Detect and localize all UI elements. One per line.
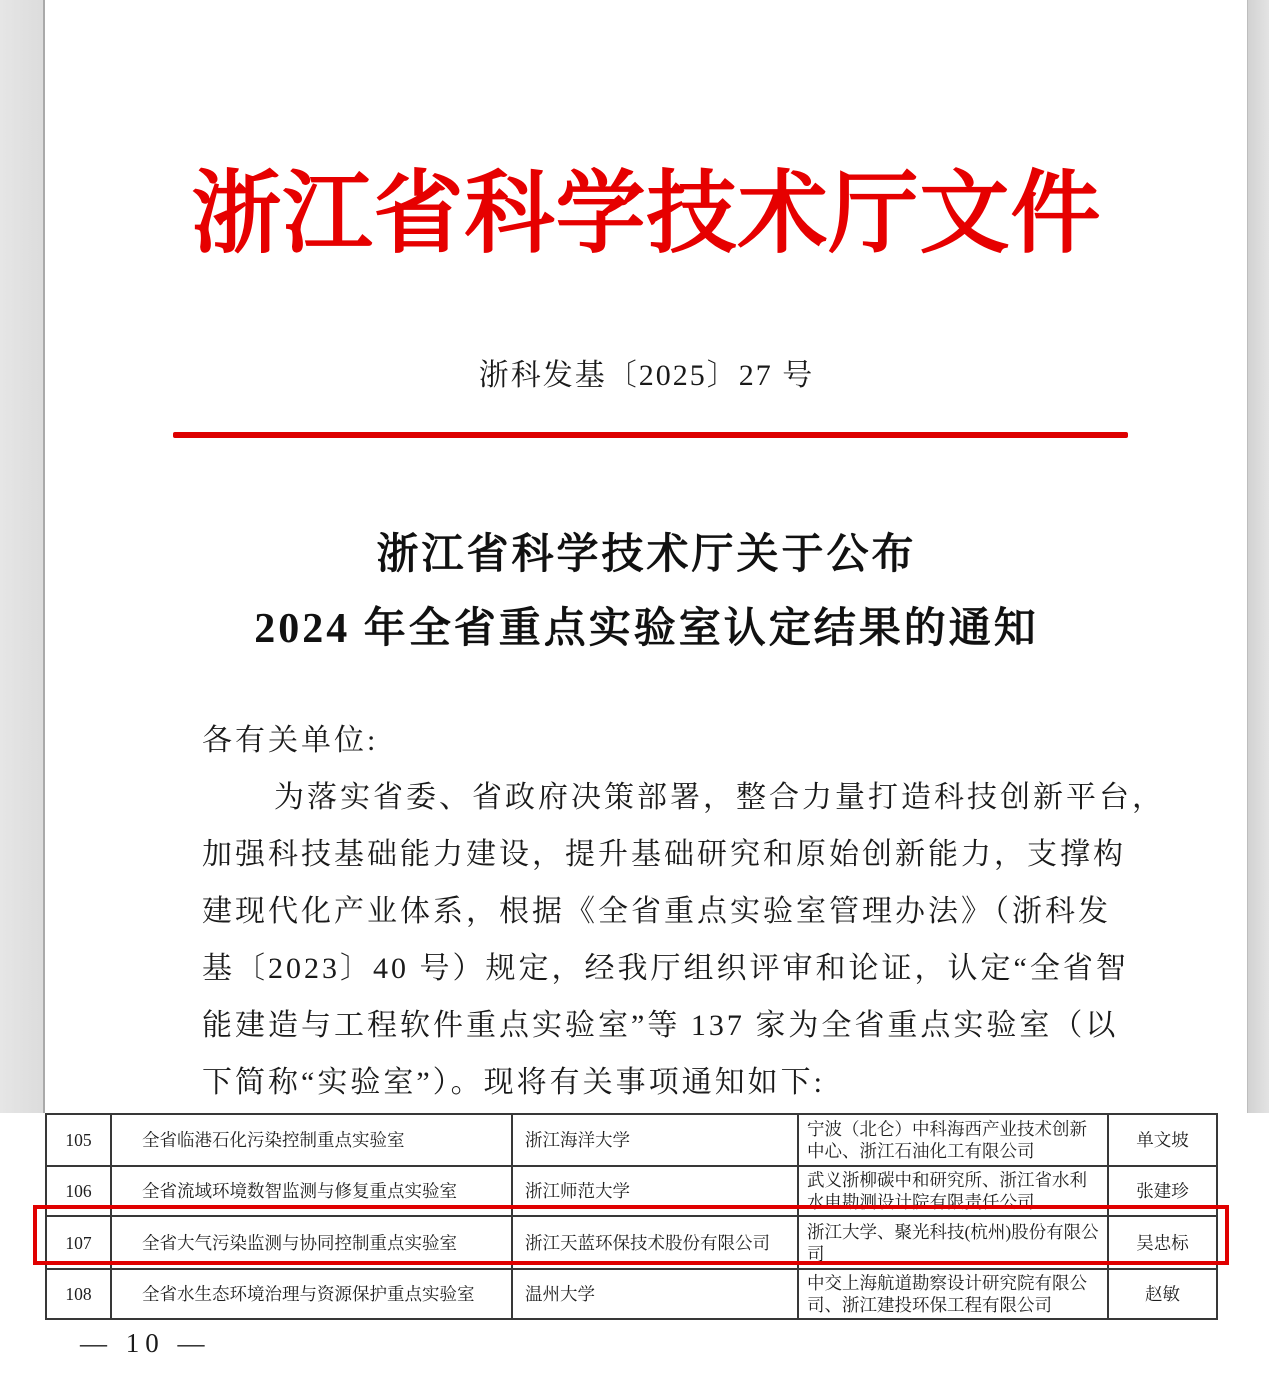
page-number: — 10 — [80,1328,211,1358]
cell-lab-name: 全省水生态环境治理与资源保护重点实验室 [111,1269,512,1319]
cell-institution: 浙江师范大学 [512,1166,798,1216]
lab-table [45,1113,1218,1320]
red-divider-rule [173,432,1128,438]
lab-table-section [0,1113,1269,1386]
body-line: 建现代化产业体系，根据《全省重点实验室管理办法》（浙科发 [202,895,1111,928]
cell-institution: 浙江天蓝环保技术股份有限公司 [512,1216,798,1269]
body-line: 能建造与工程软件重点实验室”等 137 家为全省重点实验室（以 [202,1009,1119,1042]
cell-partners: 浙江大学、聚光科技(杭州)股份有限公司 [798,1216,1108,1269]
cell-partners: 宁波（北仑）中科海西产业技术创新中心、浙江石油化工有限公司 [798,1114,1108,1166]
table-row-highlighted [46,1216,1217,1269]
notice-title-line1: 浙江省科学技术厅关于公布 [376,532,917,578]
body-line: 下简称“实验室”）。现将有关事项通知如下: [202,1066,825,1099]
cell-row-number: 106 [46,1166,111,1216]
body-line: 基〔2023〕40 号）规定，经我厅组织评审和论证，认定“全省智 [202,952,1129,985]
masthead-title: 浙江省科学技术厅文件 [191,165,1102,264]
cell-row-number: 108 [46,1269,111,1319]
cell-director: 张建珍 [1108,1166,1217,1216]
salutation: 各有关单位: [202,724,379,757]
notice-body [202,712,1165,1111]
scan-margin-right [1247,0,1269,1115]
table-row [46,1114,1217,1166]
document-number: 浙科发基〔2025〕27 号 [478,359,815,392]
body-line: 加强科技基础能力建设，提升基础研究和原始创新能力，支撑构 [202,838,1126,871]
cell-lab-name: 全省大气污染监测与协同控制重点实验室 [111,1216,512,1269]
cell-partners: 武义浙柳碳中和研究所、浙江省水利水电勘测设计院有限责任公司 [798,1166,1108,1216]
cell-institution: 温州大学 [512,1269,798,1319]
scan-margin-left [0,0,45,1113]
cell-director: 赵敏 [1108,1269,1217,1319]
cell-director: 单文坡 [1108,1114,1217,1166]
notice-title-line2: 2024 年全省重点实验室认定结果的通知 [254,606,1039,652]
body-line: 为落实省委、省政府决策部署，整合力量打造科技创新平台， [274,781,1165,814]
cell-row-number: 107 [46,1216,111,1269]
cell-lab-name: 全省流域环境数智监测与修复重点实验室 [111,1166,512,1216]
notice-title [45,518,1248,666]
cell-lab-name: 全省临港石化污染控制重点实验室 [111,1114,512,1166]
table-row [46,1269,1217,1319]
cell-institution: 浙江海洋大学 [512,1114,798,1166]
cell-row-number: 105 [46,1114,111,1166]
cell-partners: 中交上海航道勘察设计研究院有限公司、浙江建投环保工程有限公司 [798,1269,1108,1319]
cell-director: 吴忠标 [1108,1216,1217,1269]
table-row [46,1166,1217,1216]
